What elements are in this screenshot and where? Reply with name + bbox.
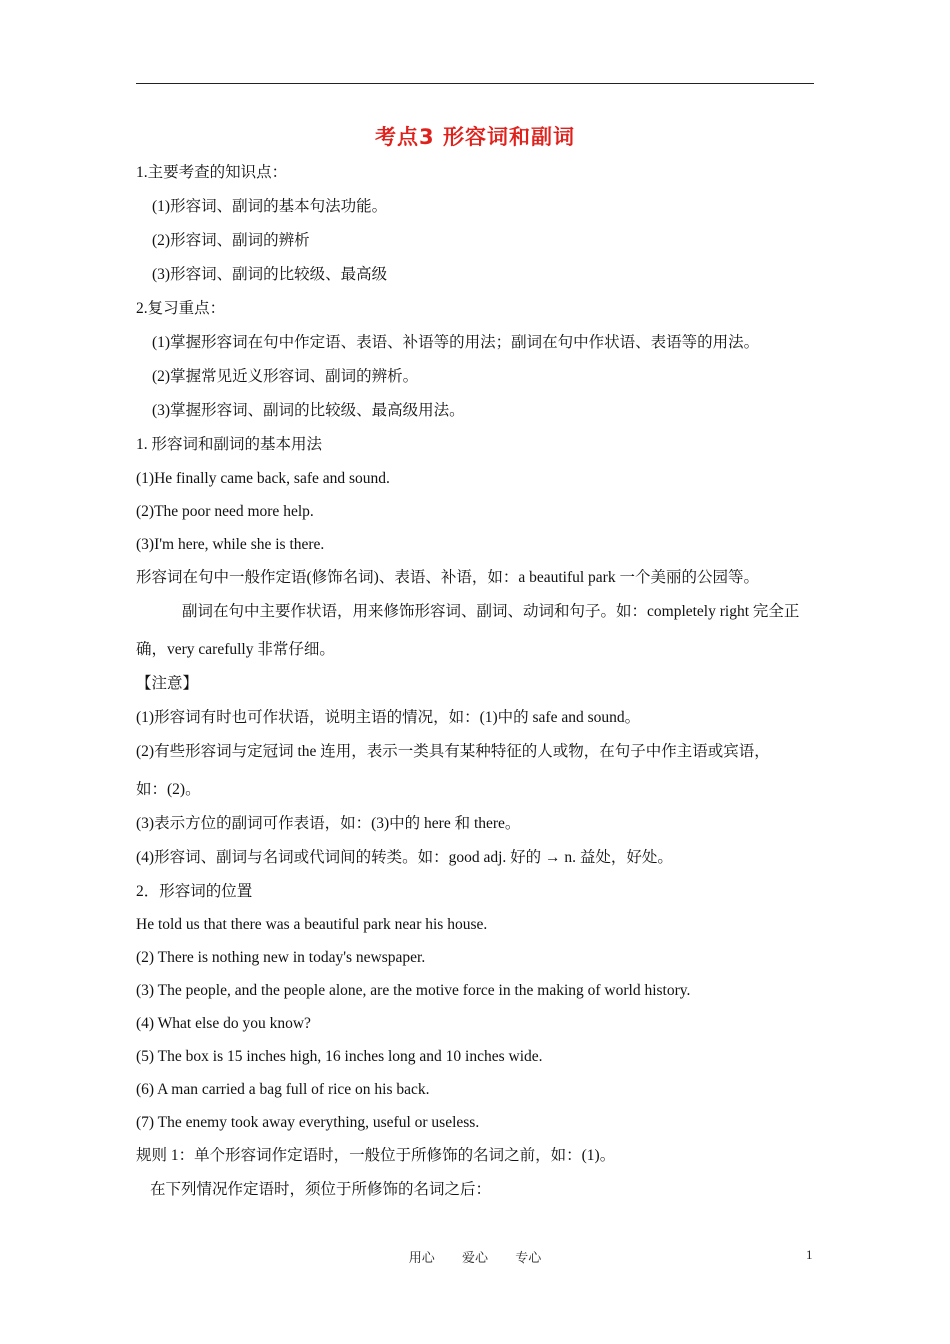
text-line: 规则 1：单个形容词作定语时，一般位于所修饰的名词之前，如：(1)。: [136, 1147, 616, 1164]
paragraph: [136, 598, 816, 670]
text-line: (1)形容词有时也可作状语，说明主语的情况，如：(1)中的 safe and sound。: [136, 709, 641, 726]
example-line: (2)The poor need more help.: [136, 503, 314, 520]
text-line: 形容词在句中一般作定语(修饰名词)、表语、补语，如：a beautiful park 一个美丽的公园等。: [136, 569, 759, 586]
section-heading: 1. 形容词和副词的基本用法: [136, 436, 323, 453]
text-line: 1.主要考查的知识点：: [136, 164, 288, 181]
text-line: (3)表示方位的副词可作表语，如：(3)中的 here 和 there。: [136, 815, 521, 832]
text-line: 如：(2)。: [136, 781, 201, 798]
page-number: 1: [806, 1247, 813, 1262]
document-body: [136, 159, 816, 1210]
note-heading: 【注意】: [136, 675, 199, 692]
paragraph: [136, 738, 816, 810]
header-rule: [136, 83, 814, 84]
text-line: 副词在句中主要作状语，用来修饰形容词、副词、动词和句子。如：completely right 完全正: [182, 603, 800, 620]
example-line: (6) A man carried a bag full of rice on his back.: [136, 1081, 430, 1098]
example-line: (7) The enemy took away everything, useful or useless.: [136, 1114, 480, 1131]
text-line: 确，very carefully 非常仔细。: [136, 641, 335, 658]
footer-item: 爱心: [461, 1250, 488, 1265]
example-line: (5) The box is 15 inches high, 16 inches long and 10 inches wide.: [136, 1048, 543, 1065]
text-line: (3)掌握形容词、副词的比较级、最高级用法。: [152, 402, 465, 419]
footer-item: 用心: [408, 1250, 435, 1265]
text-line: 2.复习重点：: [136, 300, 226, 317]
page-title: 考点3 形容词和副词: [375, 125, 575, 149]
footer-item: 专心: [515, 1250, 542, 1265]
example-line: (3)I'm here, while she is there.: [136, 536, 325, 553]
example-line: (3) The people, and the people alone, are the motive force in the making of world history.: [136, 982, 691, 999]
text-line: (2)掌握常见近义形容词、副词的辨析。: [152, 368, 419, 385]
example-line: (2) There is nothing new in today's newspaper.: [136, 949, 426, 966]
text-line: (4)形容词、副词与名词或代词间的转类。如：good adj. 好的 → n. 益处，好处。: [136, 849, 673, 866]
text-line: 在下列情况作定语时，须位于所修饰的名词之后：: [150, 1181, 492, 1198]
example-line: (4) What else do you know?: [136, 1015, 311, 1032]
text-line: (2)有些形容词与定冠词 the 连用，表示一类具有某种特征的人或物，在句子中作主语或宾语，: [136, 743, 770, 760]
text-line: (3)形容词、副词的比较级、最高级: [152, 266, 388, 283]
section-heading: 2．形容词的位置: [136, 883, 253, 900]
example-line: (1)He finally came back, safe and sound.: [136, 470, 390, 487]
example-line: He told us that there was a beautiful park near his house.: [136, 916, 488, 933]
text-line: (1)形容词、副词的基本句法功能。: [152, 198, 388, 215]
text-line: (1)掌握形容词在句中作定语、表语、补语等的用法；副词在句中作状语、表语等的用法。: [152, 334, 760, 351]
text-line: (2)形容词、副词的辨析: [152, 232, 310, 249]
